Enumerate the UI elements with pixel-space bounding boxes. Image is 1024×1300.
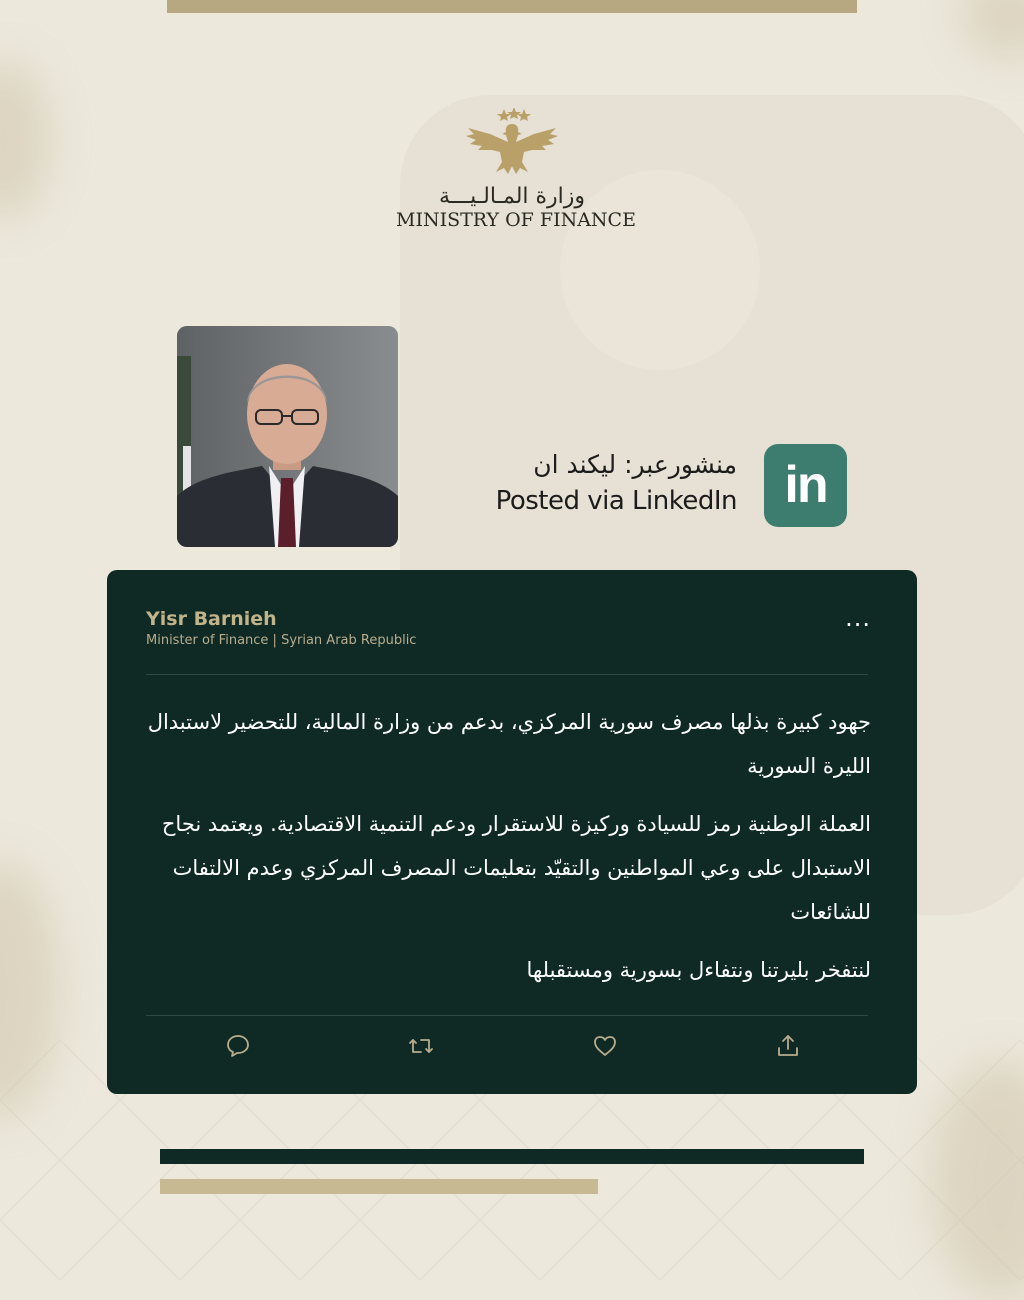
corner-decoration [960, 0, 1024, 60]
repost-icon[interactable] [407, 1032, 435, 1060]
post-paragraph: العملة الوطنية رمز للسيادة وركيزة للاستقرار ودعم التنمية الاقتصادية. ويعتمد نجاح الاستبدال على وعي المواطنين والتقيّد بتعليمات المصرف المركزي وعدم الالتفات للشائعات [161, 812, 871, 924]
posted-via-english: Posted via LinkedIn [495, 486, 737, 516]
footer-divider [146, 1015, 868, 1016]
post-paragraph: لنتفخر بليرتنا ونتفاءل بسورية ومستقبلها [526, 958, 871, 982]
corner-decoration [0, 60, 50, 220]
bottom-dark-bar [160, 1149, 864, 1164]
author-name[interactable]: Yisr Barnieh [146, 608, 277, 630]
posted-via-label [496, 448, 737, 520]
eagle-emblem-icon [464, 108, 560, 180]
ministry-name-arabic: وزارة المـالـيـــة [438, 184, 586, 209]
minister-photo [177, 326, 398, 547]
share-icon[interactable] [774, 1032, 802, 1060]
post-card [107, 570, 917, 1094]
like-icon[interactable] [591, 1032, 619, 1060]
bottom-gold-bar [160, 1179, 598, 1194]
linkedin-icon [764, 444, 847, 527]
ministry-logo [396, 108, 636, 231]
post-paragraph: جهود كبيرة بذلها مصرف سورية المركزي، بدعم من وزارة المالية، للتحضير لاستبدال الليرة السورية [147, 710, 871, 778]
header-divider [146, 674, 868, 675]
post-actions [146, 1032, 868, 1064]
top-gold-bar [167, 0, 857, 13]
ministry-name-english: MINISTRY OF FINANCE [396, 209, 636, 231]
more-options-icon[interactable]: ... [845, 604, 871, 632]
comment-icon[interactable] [224, 1032, 252, 1060]
post-body [146, 700, 871, 1006]
posted-via-arabic: منشورعبر: ليكند ان [533, 450, 737, 479]
author-role: Minister of Finance | Syrian Arab Republic [146, 633, 417, 648]
linkedin-icon-label: in [784, 456, 827, 514]
